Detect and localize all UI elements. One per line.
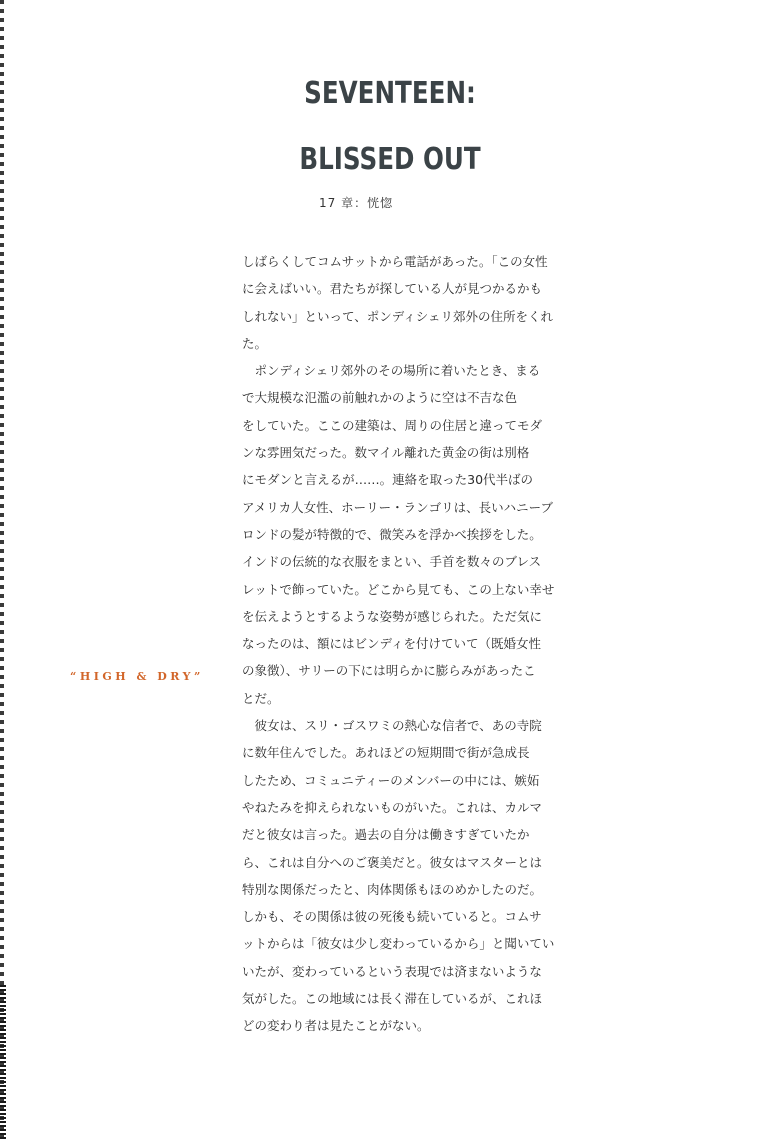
- text-line: しれない」といって、ポンディシェリ郊外の住所をくれ: [242, 308, 554, 324]
- text-line: とだ。: [242, 690, 280, 706]
- text-line: ンな雰囲気だった。数マイル離れた黄金の街は別格: [242, 445, 530, 461]
- chapter-subtitle: 17 章：恍惚: [319, 196, 394, 210]
- text-line: の象徴）、サリーの下には明らかに膨らみがあったこ: [242, 663, 536, 679]
- text-line: 気がした。この地域には長く滞在しているが、これほ: [242, 991, 543, 1007]
- text-line: に会えばいい。君たちが探している人が見つかるかも: [242, 281, 543, 297]
- text-line: アメリカ人女性、ホーリー・ランゴリは、長いハニーブ: [242, 499, 554, 515]
- text-line: やねたみを抑えられないものがいた。これは、カルマ: [242, 799, 543, 815]
- pull-quote: “HIGH & DRY”: [70, 670, 204, 683]
- text-line: しかも、その関係は彼の死後も続いていると。コムサ: [242, 909, 542, 925]
- text-line: いたが、変わっているという表現では済まないような: [242, 963, 542, 979]
- text-line: ットからは「彼女は少し変わっているから」と聞いてい: [242, 936, 555, 952]
- text-line: なったのは、額にはビンディを付けていて（既婚女性: [242, 636, 542, 652]
- text-line: ロンドの髪が特徴的で、微笑みを浮かべ挨拶をした。: [242, 526, 542, 542]
- body-text: [242, 248, 554, 1040]
- text-line: だと彼女は言った。過去の自分は働きすぎていたか: [242, 827, 530, 843]
- binding-edge-texture: [0, 985, 6, 1140]
- text-line: 特別な関係だったと、肉体関係もほのめかしたのだ。: [242, 881, 543, 897]
- chapter-title-line-2: BLISSED OUT: [299, 142, 481, 177]
- text-line: インドの伝統的な衣服をまとい、手首を数々のブレス: [242, 554, 542, 570]
- text-line: ポンディシェリ郊外のその場所に着いたとき、まる: [242, 363, 541, 379]
- text-line: で大規模な氾濫の前触れかのように空は不吉な色: [242, 390, 518, 406]
- text-line: ら、これは自分へのご褒美だと。彼女はマスターとは: [242, 854, 543, 870]
- chapter-title-line-1: SEVENTEEN:: [304, 76, 476, 111]
- text-line: を伝えようとするような姿勢が感じられた。ただ気に: [242, 608, 543, 624]
- paragraph: [242, 248, 554, 357]
- text-line: したため、コミュニティーのメンバーの中には、嫉妬: [242, 772, 540, 788]
- text-line: にモダンと言えるが……。連絡を取った30代半ばの: [242, 472, 534, 488]
- text-line: レットで飾っていた。どこから見ても、この上ない幸せ: [242, 581, 555, 597]
- paragraph: [242, 712, 554, 1040]
- text-line: しばらくしてコムサットから電話があった。「この女性: [242, 254, 548, 269]
- text-line: をしていた。ここの建築は、周りの住居と違ってモダ: [242, 417, 543, 433]
- text-line: に数年住んでした。あれほどの短期間で街が急成長: [242, 745, 530, 761]
- text-line: どの変わり者は見たことがない。: [242, 1018, 430, 1034]
- binding-edge: [0, 0, 4, 1140]
- text-line: 彼女は、スリ・ゴスワミの熱心な信者で、あの寺院: [242, 718, 542, 734]
- text-line: た。: [242, 335, 268, 351]
- paragraph: [242, 357, 554, 712]
